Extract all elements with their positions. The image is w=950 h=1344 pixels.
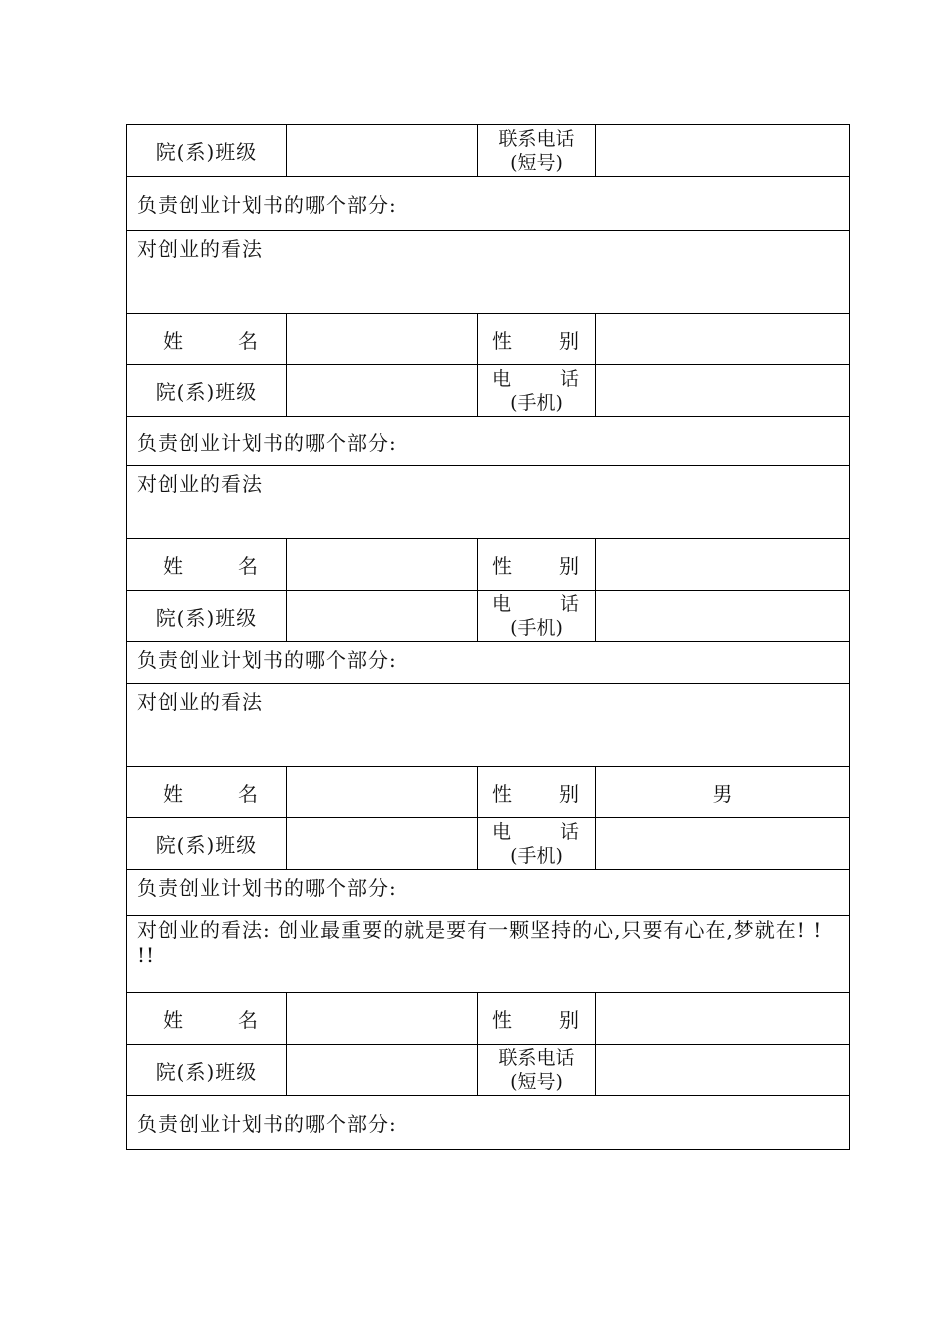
college-class-field[interactable] <box>287 365 478 417</box>
mobile-phone-field[interactable] <box>596 818 850 870</box>
responsibility-label: 负责创业计划书的哪个部分: <box>137 1112 397 1136</box>
mobile-phone-label <box>478 365 596 417</box>
member-5-name-row <box>127 993 850 1045</box>
member-4-opinion-row <box>127 916 850 993</box>
contact-phone-field[interactable] <box>596 125 850 177</box>
member-info-form <box>126 124 850 1150</box>
member-3-responsibility-row <box>127 642 850 684</box>
responsibility-label: 负责创业计划书的哪个部分: <box>137 648 397 672</box>
contact-phone-label-line2: (短号) <box>510 151 563 174</box>
name-field[interactable] <box>287 314 478 365</box>
member-3-name-row <box>127 539 850 591</box>
phone-label-char1: 电 <box>492 593 512 615</box>
phone-label-char2: 话 <box>559 367 579 390</box>
responsibility-field[interactable] <box>127 1096 850 1150</box>
contact-phone-label <box>478 1045 596 1096</box>
mobile-phone-label-line1 <box>478 592 595 616</box>
mobile-phone-field[interactable] <box>596 591 850 642</box>
college-class-label: 院(系)班级 <box>127 818 287 870</box>
name-label <box>127 314 287 365</box>
contact-phone-label-line2: (短号) <box>510 1071 563 1093</box>
mobile-phone-field[interactable] <box>596 365 850 417</box>
name-label <box>127 993 287 1045</box>
mobile-phone-label-line1 <box>478 367 595 391</box>
phone-label-char2: 话 <box>559 820 579 843</box>
member-3-class-row <box>127 591 850 642</box>
name-label-char1: 姓 <box>163 554 183 578</box>
member-4-responsibility-row <box>127 870 850 916</box>
member-4-name-row <box>127 767 850 818</box>
gender-field[interactable] <box>596 993 850 1045</box>
gender-label <box>478 539 596 591</box>
member-2-name-row <box>127 314 850 365</box>
college-class-field[interactable] <box>287 818 478 870</box>
responsibility-label: 负责创业计划书的哪个部分: <box>137 193 397 217</box>
gender-label-char2: 别 <box>559 1008 579 1032</box>
name-field[interactable] <box>287 993 478 1045</box>
member-3-opinion-row <box>127 684 850 767</box>
mobile-phone-label-line2: (手机) <box>510 391 563 414</box>
name-label-char2: 名 <box>238 328 258 353</box>
member-2-responsibility-row <box>127 417 850 466</box>
member-5-responsibility-row <box>127 1096 850 1150</box>
opinion-label: 对创业的看法 <box>137 690 263 714</box>
responsibility-field[interactable] <box>127 642 850 684</box>
college-class-label: 院(系)班级 <box>127 591 287 642</box>
responsibility-label: 负责创业计划书的哪个部分: <box>137 876 397 900</box>
responsibility-field[interactable] <box>127 177 850 231</box>
gender-label-char2: 别 <box>559 554 579 578</box>
contact-phone-label <box>478 125 596 177</box>
member-4-class-row <box>127 818 850 870</box>
member-1-opinion-row <box>127 231 850 314</box>
gender-label-char1: 性 <box>492 554 512 578</box>
college-class-field[interactable] <box>287 125 478 177</box>
gender-label-char1: 性 <box>492 328 512 353</box>
opinion-label: 对创业的看法 <box>137 472 263 496</box>
college-class-field[interactable] <box>287 1045 478 1096</box>
phone-label-char2: 话 <box>559 593 579 615</box>
contact-phone-label-line1: 联系电话 <box>498 1047 575 1069</box>
college-class-label: 院(系)班级 <box>127 1045 287 1096</box>
gender-label-char2: 别 <box>559 328 579 353</box>
gender-label-char1: 性 <box>492 1008 512 1032</box>
college-class-field[interactable] <box>287 591 478 642</box>
opinion-field[interactable] <box>127 466 850 539</box>
name-label-char2: 名 <box>238 1008 258 1032</box>
name-label-char1: 姓 <box>163 781 183 806</box>
name-field[interactable] <box>287 539 478 591</box>
member-2-class-row <box>127 365 850 417</box>
mobile-phone-label-line2: (手机) <box>510 617 563 639</box>
contact-phone-field[interactable] <box>596 1045 850 1096</box>
member-1-class-row <box>127 125 850 177</box>
contact-phone-label-line1: 联系电话 <box>498 127 575 150</box>
phone-label-char1: 电 <box>492 367 512 390</box>
mobile-phone-label-line2: (手机) <box>510 844 563 867</box>
opinion-label: 对创业的看法 <box>137 237 263 261</box>
gender-label-char1: 性 <box>492 781 512 806</box>
responsibility-field[interactable] <box>127 417 850 466</box>
member-2-opinion-row <box>127 466 850 539</box>
responsibility-label: 负责创业计划书的哪个部分: <box>137 430 397 455</box>
gender-label <box>478 767 596 818</box>
name-label <box>127 539 287 591</box>
responsibility-field[interactable] <box>127 870 850 916</box>
name-label-char2: 名 <box>238 781 258 806</box>
gender-field[interactable] <box>596 314 850 365</box>
gender-field[interactable]: 男 <box>596 767 850 818</box>
member-1-responsibility-row <box>127 177 850 231</box>
opinion-field[interactable] <box>127 684 850 767</box>
college-class-label: 院(系)班级 <box>127 125 287 177</box>
phone-label-char1: 电 <box>492 820 512 843</box>
name-label-char1: 姓 <box>163 328 183 353</box>
name-field[interactable] <box>287 767 478 818</box>
gender-label <box>478 314 596 365</box>
gender-label <box>478 993 596 1045</box>
mobile-phone-label <box>478 591 596 642</box>
opinion-field[interactable] <box>127 231 850 314</box>
name-label <box>127 767 287 818</box>
name-label-char2: 名 <box>238 554 258 578</box>
mobile-phone-label <box>478 818 596 870</box>
college-class-label: 院(系)班级 <box>127 365 287 417</box>
opinion-field[interactable]: 对创业的看法: 创业最重要的就是要有一颗坚持的心,只要有心在,梦就在! ! !! <box>127 916 850 993</box>
gender-field[interactable] <box>596 539 850 591</box>
member-5-class-row <box>127 1045 850 1096</box>
mobile-phone-label-line1 <box>478 820 595 844</box>
name-label-char1: 姓 <box>163 1008 183 1032</box>
gender-label-char2: 别 <box>559 781 579 806</box>
